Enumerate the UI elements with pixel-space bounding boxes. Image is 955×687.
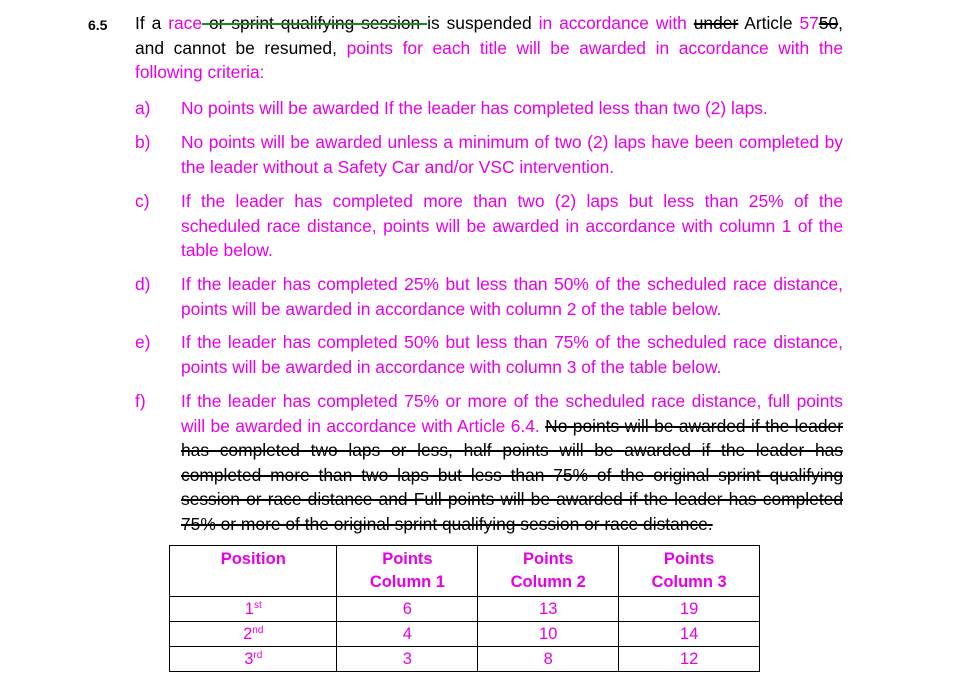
item-letter: a) [135, 98, 151, 118]
criteria-item-a [135, 96, 843, 121]
table-header-row [170, 546, 760, 597]
item-letter: d) [135, 274, 151, 294]
header-column-3: Points Column 3 [619, 546, 760, 597]
points-cell: 8 [478, 647, 619, 672]
position-cell: 3rd [170, 647, 337, 672]
table-row [170, 597, 760, 622]
table-row [170, 647, 760, 672]
intro-text: If a [135, 13, 169, 33]
points-cell: 4 [337, 622, 478, 647]
header-position: Position [170, 546, 337, 597]
points-cell: 13 [478, 597, 619, 622]
position-cell: 1st [170, 597, 337, 622]
article-intro [135, 11, 843, 85]
intro-deleted: or sprint qualifying session [202, 13, 428, 33]
intro-text: Article [738, 13, 800, 33]
item-deleted-text: No points will be awarded if the leader has completed two laps or less, half points will be awarded if the leader has completed more than two laps but less than 75% of the original sprint qualifying session or race distance and Full points will be awarded if the leader has completed 75% or more of the original sprint qualifying session or race distance. [181, 415, 843, 534]
item-text: No points will be awarded unless a minimum of two (2) laps have been completed by the leader without a Safety Car and/or VSC intervention. [181, 132, 843, 177]
position-cell: 2nd [170, 622, 337, 647]
points-cell: 19 [619, 597, 760, 622]
points-cell: 12 [619, 647, 760, 672]
points-cell: 10 [478, 622, 619, 647]
item-inserted-text: If the leader has completed 75% or more of the scheduled race distance, full points will be awarded in accordance with Article 6.4. [181, 391, 843, 436]
item-letter: f) [135, 391, 146, 411]
table-row [170, 622, 760, 647]
intro-inserted: race [168, 13, 203, 33]
intro-inserted: points for each title will be awarded in accordance with the following criteria: [135, 37, 843, 82]
criteria-item-b [135, 130, 843, 179]
item-text [181, 389, 843, 536]
item-text: If the leader has completed more than two (2) laps but less than 25% of the scheduled race distance, points will be awarded in accordance with column 1 of the table below. [181, 191, 843, 260]
article-number: 6.5 [88, 17, 108, 33]
points-cell: 3 [337, 647, 478, 672]
intro-deleted: under [693, 13, 739, 33]
item-text: If the leader has completed 50% but less than 75% of the scheduled race distance, points will be awarded in accordance with column 3 of the table below. [181, 332, 843, 377]
header-column-2: Points Column 2 [478, 546, 619, 597]
intro-text: is suspended [427, 13, 539, 33]
item-letter: e) [135, 332, 151, 352]
item-text: If the leader has completed 25% but less than 50% of the scheduled race distance, points will be awarded in accordance with column 2 of the table below. [181, 274, 843, 319]
item-text: No points will be awarded If the leader has completed less than two (2) laps. [181, 98, 768, 118]
item-letter: c) [135, 191, 150, 211]
intro-deleted: 50 [818, 13, 839, 33]
criteria-item-c [135, 189, 843, 263]
points-table [169, 545, 760, 672]
points-cell: 6 [337, 597, 478, 622]
item-letter: b) [135, 132, 151, 152]
intro-text: and cannot be resumed, [135, 37, 347, 58]
intro-inserted: 57 [799, 13, 819, 33]
header-column-1: Points Column 1 [337, 546, 478, 597]
intro-text: , [838, 13, 843, 33]
intro-inserted: in accordance with [538, 13, 694, 33]
criteria-item-e [135, 330, 843, 379]
criteria-item-d [135, 272, 843, 321]
points-cell: 14 [619, 622, 760, 647]
criteria-item-f [135, 389, 843, 536]
